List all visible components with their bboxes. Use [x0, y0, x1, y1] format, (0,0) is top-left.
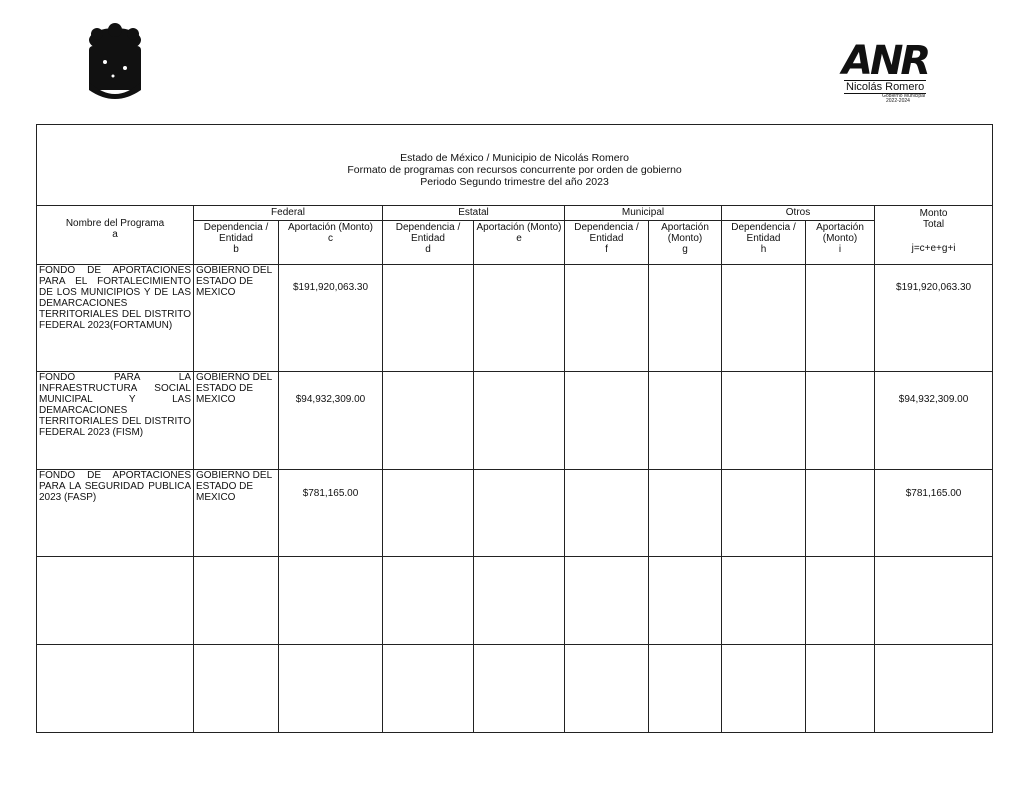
table-row: [37, 265, 993, 372]
total-value: $781,165.00: [875, 470, 993, 557]
municipal-crest-logo: [75, 22, 155, 104]
table-row: [37, 372, 993, 470]
dependencia-value: GOBIERNO DEL ESTADO DE MEXICO: [194, 372, 279, 470]
col-header-c: Aportación (Monto) c: [279, 221, 383, 265]
group-otros: Otros: [722, 206, 875, 221]
table-row: [37, 470, 993, 557]
logo-name: Nicolás Romero: [846, 81, 925, 93]
program-name: FONDO DE APORTACIONES PARA LA SEGURIDAD PUBLICA 2023 (FASP): [37, 470, 194, 557]
aportacion-value: $781,165.00: [279, 470, 383, 557]
col-header-g: Aportación (Monto) g: [649, 221, 722, 265]
total-value: $94,932,309.00: [875, 372, 993, 470]
title-line-1: Estado de México / Municipio de Nicolás Romero: [400, 152, 629, 164]
nicolas-romero-logo: [838, 38, 968, 106]
title-line-2: Formato de programas con recursos concurrente por orden de gobierno: [347, 164, 682, 176]
col-header-i: Aportación (Monto) i: [806, 221, 875, 265]
aportacion-value: $191,920,063.30: [279, 265, 383, 372]
logo-years: 2022-2024: [886, 98, 910, 104]
col-header-b: Dependencia / Entidad b: [194, 221, 279, 265]
empty-row: [37, 557, 993, 645]
group-federal: Federal: [194, 206, 383, 221]
logo-subtitle: Gobierno Municipal: [882, 93, 926, 99]
empty-row: [37, 645, 993, 733]
col-header-f: Dependencia / Entidad f: [565, 221, 649, 265]
col-header-h: Dependencia / Entidad h: [722, 221, 806, 265]
total-header: Monto Total j=c+e+g+i: [875, 206, 993, 265]
col-header-d: Dependencia / Entidad d: [383, 221, 474, 265]
group-estatal: Estatal: [383, 206, 565, 221]
table-title: [37, 125, 993, 206]
aportacion-value: $94,932,309.00: [279, 372, 383, 470]
title-line-3: Periodo Segundo trimestre del año 2023: [420, 176, 609, 188]
program-name-header: Nombre del Programa a: [37, 206, 194, 265]
programs-table: [36, 124, 993, 733]
program-name: FONDO PARA LA INFRAESTRUCTURA SOCIAL MUNICIPAL Y LAS DEMARCACIONES TERRITORIALES DEL DISTRITO FEDERAL 2023 (FISM): [37, 372, 194, 470]
dependencia-value: GOBIERNO DEL ESTADO DE MEXICO: [194, 470, 279, 557]
group-municipal: Municipal: [565, 206, 722, 221]
col-header-e: Aportación (Monto) e: [474, 221, 565, 265]
dependencia-value: GOBIERNO DEL ESTADO DE MEXICO: [194, 265, 279, 372]
program-name: FONDO DE APORTACIONES PARA EL FORTALECIMIENTO DE LOS MUNICIPIOS Y DE LAS DEMARCACIONES TERRITORIALES DEL DISTRITO FEDERAL 2023(FORTAMUN): [37, 265, 194, 372]
logo-letters: ANR: [842, 38, 929, 84]
total-value: $191,920,063.30: [875, 265, 993, 372]
